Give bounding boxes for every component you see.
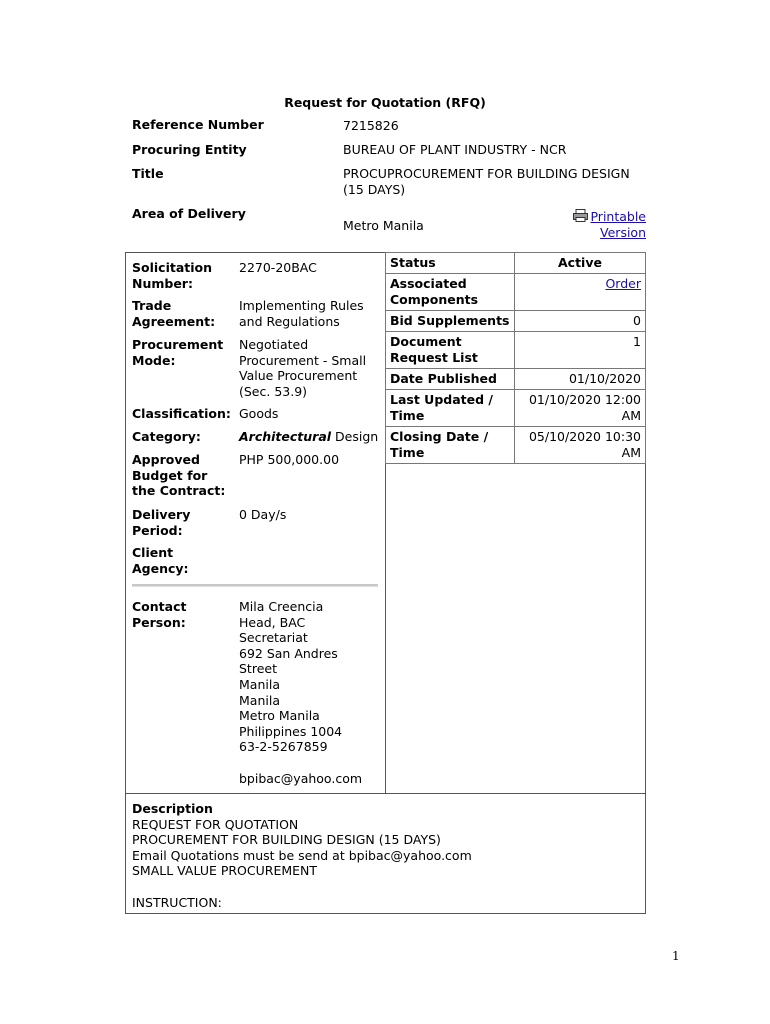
area-of-delivery-label: Area of Delivery (132, 206, 246, 221)
title-label: Title (132, 166, 164, 181)
approved-budget-value: PHP 500,000.00 (239, 452, 340, 467)
table-row (386, 274, 646, 311)
description-line: REQUEST FOR QUOTATION (132, 816, 299, 832)
status-label: Status (386, 253, 515, 274)
reference-number-label: Reference Number (132, 117, 264, 132)
page-number: 1 (672, 949, 680, 963)
closing-date-label: Closing Date / Time (386, 427, 515, 464)
table-row (386, 332, 646, 369)
trade-agreement-label: Trade Agreement: (132, 298, 216, 329)
bid-supplements-value: 0 (515, 311, 646, 332)
printable-label-2[interactable]: Version (600, 225, 646, 240)
solicitation-number-label: Solicitation Number: (132, 260, 213, 291)
associated-components-label: Associated Components (386, 274, 515, 311)
contact-person-label: Contact Person: (132, 599, 187, 630)
procurement-mode-label: Procurement Mode: (132, 337, 224, 368)
date-published-label: Date Published (386, 369, 515, 390)
date-published-value: 01/10/2020 (515, 369, 646, 390)
table-row (386, 390, 646, 427)
section-separator (132, 584, 378, 587)
status-value: Active (515, 253, 646, 274)
printer-icon (573, 209, 588, 222)
contact-email: bpibac@yahoo.com (239, 770, 363, 786)
procurement-mode-value: Negotiated Procurement - Small Value Procurement (Sec. 53.9) (239, 337, 367, 399)
reference-number-value: 7215826 (343, 118, 399, 133)
category-value: Architectural Design (239, 429, 379, 444)
last-updated-value: 01/10/2020 12:00 AM (515, 390, 646, 427)
instruction-label: INSTRUCTION: (132, 894, 222, 910)
document-request-list-value: 1 (515, 332, 646, 369)
description-section (132, 801, 472, 910)
bid-supplements-label: Bid Supplements (386, 311, 515, 332)
document-request-list-label: Document Request List (386, 332, 515, 369)
printable-version-link[interactable] (566, 209, 646, 241)
closing-date-value: 05/10/2020 10:30 AM (515, 427, 646, 464)
delivery-period-value: 0 Day/s (239, 507, 287, 522)
description-line: PROCUREMENT FOR BUILDING DESIGN (15 DAYS) (132, 832, 441, 848)
category-label: Category: (132, 429, 201, 444)
title-line-1: PROCUPROCUREMENT FOR BUILDING DESIGN (343, 166, 630, 181)
procuring-entity-value: BUREAU OF PLANT INDUSTRY - NCR (343, 142, 567, 157)
last-updated-label: Last Updated / Time (386, 390, 515, 427)
contact-person-value: Mila Creencia Head, BAC Secretariat 692 San Andres Street Manila Manila Metro Manila Philippines 1004 63-2-5267859 bpibac@yahoo.com (239, 599, 363, 786)
printable-label-1[interactable]: Printable (590, 209, 646, 224)
table-row (386, 253, 646, 274)
description-label: Description (132, 801, 213, 816)
title-line-2: (15 DAYS) (343, 182, 406, 197)
title-value (343, 166, 630, 198)
status-table (385, 252, 646, 464)
procuring-entity-label: Procuring Entity (132, 142, 247, 157)
table-row (386, 311, 646, 332)
approved-budget-label: Approved Budget for the Contract: (132, 452, 226, 499)
order-link[interactable]: Order (605, 276, 641, 291)
description-divider (125, 793, 646, 794)
delivery-period-label: Delivery Period: (132, 507, 191, 538)
description-line: SMALL VALUE PROCUREMENT (132, 863, 318, 879)
client-agency-label: Client Agency: (132, 545, 189, 576)
trade-agreement-value: Implementing Rules and Regulations (239, 298, 364, 329)
classification-label: Classification: (132, 406, 231, 421)
description-line: Email Quotations must be send at bpibac@yahoo.com (132, 847, 472, 863)
classification-value: Goods (239, 406, 279, 421)
solicitation-number-value: 2270-20BAC (239, 260, 317, 275)
area-of-delivery-value: Metro Manila (343, 218, 424, 233)
document-title: Request for Quotation (RFQ) (284, 95, 486, 110)
table-row (386, 427, 646, 464)
table-row (386, 369, 646, 390)
